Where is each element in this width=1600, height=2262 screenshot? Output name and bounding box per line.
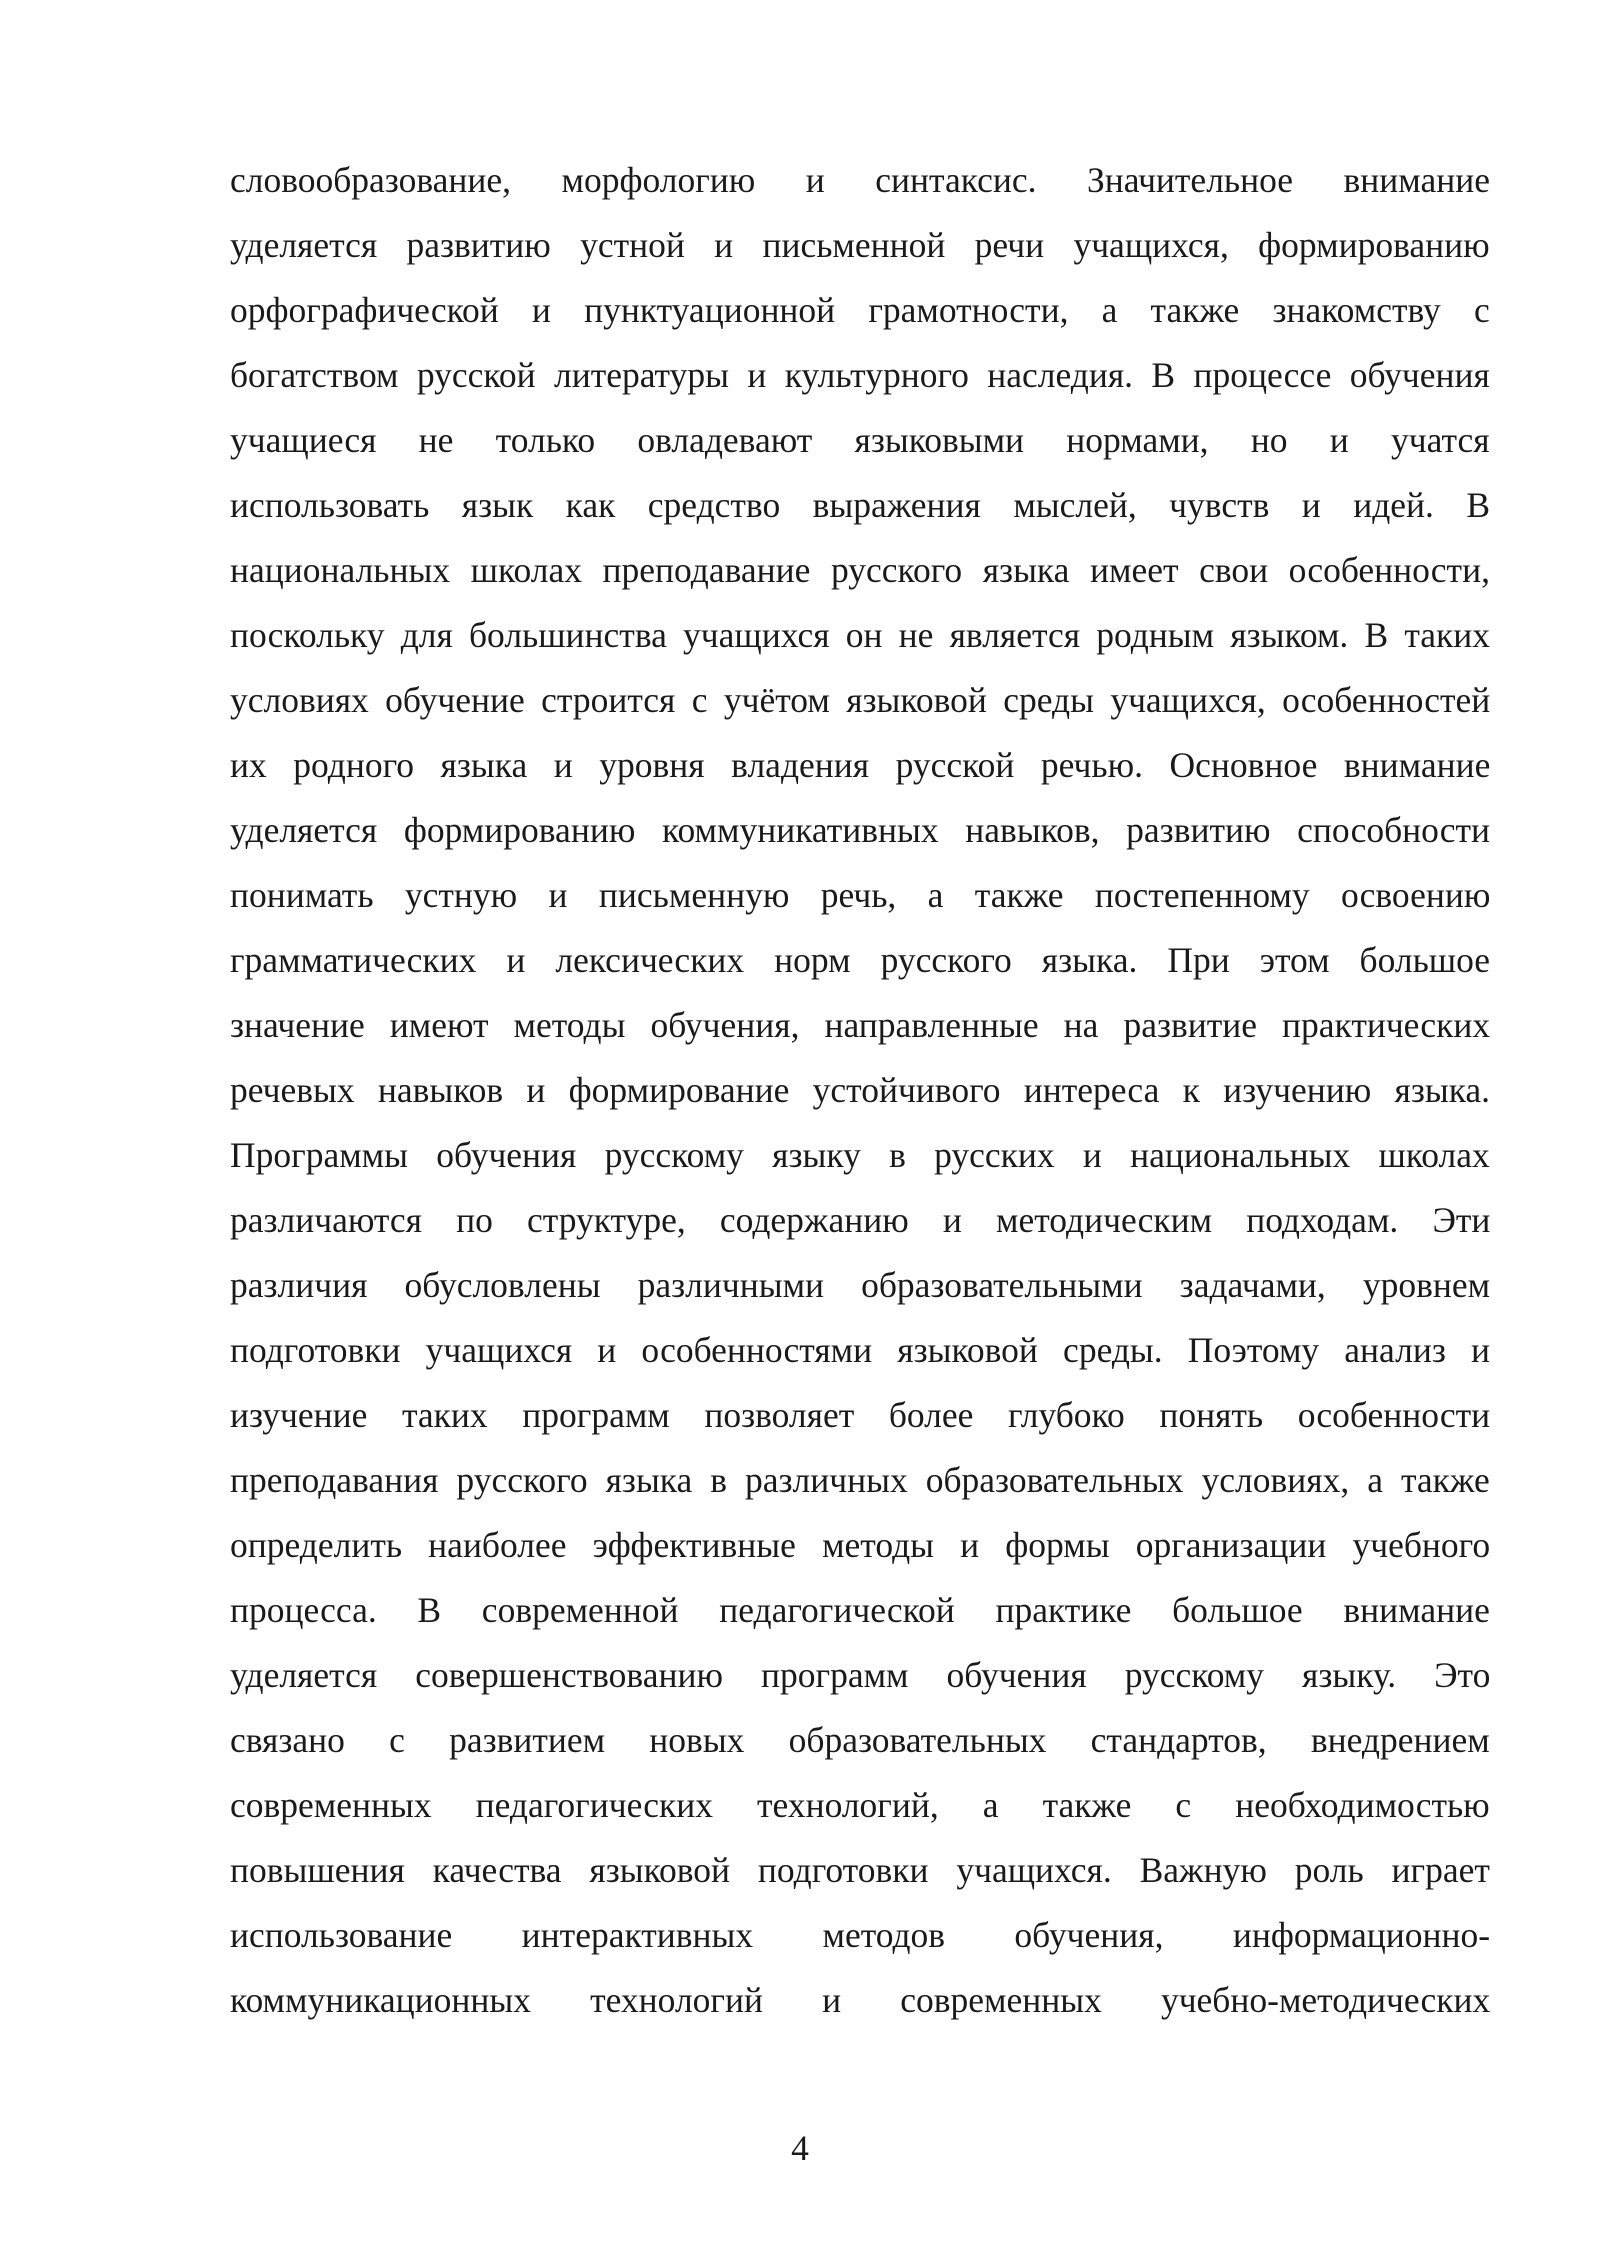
text-line: коммуникационных технологий и современных учебно-методических — [230, 1980, 1490, 2020]
text-line: условиях обучение строится с учётом языковой среды учащихся, особенностей — [230, 680, 1490, 720]
text-line: преподавания русского языка в различных образовательных условиях, а также — [230, 1460, 1490, 1500]
text-line: поскольку для большинства учащихся он не является родным языком. В таких — [230, 615, 1490, 655]
text-line: значение имеют методы обучения, направленные на развитие практических — [230, 1005, 1490, 1045]
text-line: повышения качества языковой подготовки учащихся. Важную роль играет — [230, 1850, 1490, 1890]
text-line: богатством русской литературы и культурного наследия. В процессе обучения — [230, 355, 1490, 395]
text-line: речевых навыков и формирование устойчивого интереса к изучению языка. — [230, 1070, 1490, 1110]
text-line: использование интерактивных методов обучения, информационно- — [230, 1915, 1490, 1955]
text-line: различия обусловлены различными образовательными задачами, уровнем — [230, 1265, 1490, 1305]
text-line: грамматических и лексических норм русского языка. При этом большое — [230, 940, 1490, 980]
text-line: национальных школах преподавание русского языка имеет свои особенности, — [230, 550, 1490, 590]
body-paragraph — [230, 148, 1490, 2033]
text-line: их родного языка и уровня владения русской речью. Основное внимание — [230, 745, 1490, 785]
text-line: использовать язык как средство выражения мыслей, чувств и идей. В — [230, 485, 1490, 525]
text-line: орфографической и пунктуационной грамотности, а также знакомству с — [230, 290, 1490, 330]
text-line: понимать устную и письменную речь, а также постепенному освоению — [230, 875, 1490, 915]
text-line: связано с развитием новых образовательных стандартов, внедрением — [230, 1720, 1490, 1760]
text-line: изучение таких программ позволяет более глубоко понять особенности — [230, 1395, 1490, 1435]
text-line: различаются по структуре, содержанию и методическим подходам. Эти — [230, 1200, 1490, 1240]
text-line: процесса. В современной педагогической практике большое внимание — [230, 1590, 1490, 1630]
text-line: учащиеся не только овладевают языковыми нормами, но и учатся — [230, 420, 1490, 460]
text-line: уделяется формированию коммуникативных навыков, развитию способности — [230, 810, 1490, 850]
text-line: определить наиболее эффективные методы и формы организации учебного — [230, 1525, 1490, 1565]
text-line: уделяется развитию устной и письменной речи учащихся, формированию — [230, 225, 1490, 265]
text-line: современных педагогических технологий, а также с необходимостью — [230, 1785, 1490, 1825]
page-number: 4 — [791, 2128, 809, 2168]
text-line: подготовки учащихся и особенностями языковой среды. Поэтому анализ и — [230, 1330, 1490, 1370]
text-line: Программы обучения русскому языку в русских и национальных школах — [230, 1135, 1490, 1175]
text-line: словообразование, морфологию и синтаксис. Значительное внимание — [230, 160, 1490, 200]
text-line: уделяется совершенствованию программ обучения русскому языку. Это — [230, 1655, 1490, 1695]
